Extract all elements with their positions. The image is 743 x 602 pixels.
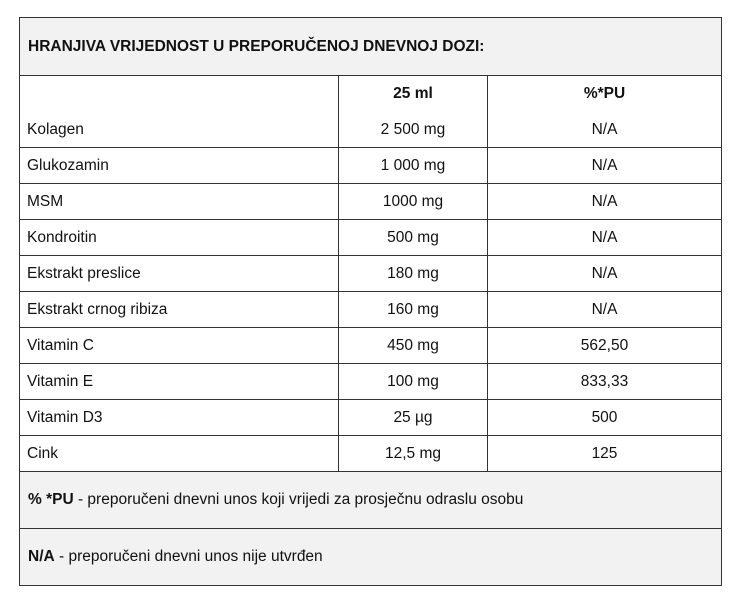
row-dose: 180 mg bbox=[339, 256, 488, 291]
table-row bbox=[20, 363, 721, 399]
row-dose: 450 mg bbox=[339, 328, 488, 363]
header-pu: %*PU bbox=[583, 85, 626, 102]
row-name: MSM bbox=[20, 184, 339, 219]
row-pu: N/A bbox=[591, 264, 618, 282]
row-dose: 100 mg bbox=[339, 364, 488, 399]
row-dose: 1 000 mg bbox=[339, 148, 488, 183]
table-title bbox=[20, 18, 721, 75]
table-row bbox=[20, 219, 721, 255]
row-pu: 833,33 bbox=[580, 372, 629, 390]
row-dose: 1000 mg bbox=[339, 184, 488, 219]
row-dose: 2 500 mg bbox=[339, 112, 488, 147]
nutrition-table bbox=[19, 17, 722, 586]
table-header-row bbox=[20, 75, 721, 112]
row-name: Ekstrakt crnog ribiza bbox=[20, 292, 339, 327]
table-row bbox=[20, 291, 721, 327]
row-dose: 25 µg bbox=[339, 400, 488, 435]
row-pu: N/A bbox=[591, 300, 618, 318]
row-name: Ekstrakt preslice bbox=[20, 256, 339, 291]
row-name: Kolagen bbox=[20, 112, 339, 147]
note-pu-text bbox=[28, 491, 523, 509]
table-row bbox=[20, 327, 721, 363]
row-pu: 125 bbox=[591, 444, 618, 462]
note-na-text bbox=[28, 548, 323, 566]
row-name: Vitamin C bbox=[20, 328, 339, 363]
row-name: Cink bbox=[20, 436, 339, 471]
row-dose: 160 mg bbox=[339, 292, 488, 327]
table-row bbox=[20, 399, 721, 435]
row-pu: N/A bbox=[591, 156, 618, 174]
note-na-desc: - preporučeni dnevni unos nije utvrđen bbox=[54, 548, 323, 565]
row-name: Vitamin D3 bbox=[20, 400, 339, 435]
note-pu-term: % *PU bbox=[28, 491, 74, 508]
row-pu: 562,50 bbox=[580, 336, 629, 354]
row-pu: N/A bbox=[591, 120, 618, 138]
table-row bbox=[20, 435, 721, 471]
note-pu bbox=[20, 471, 721, 528]
table-row bbox=[20, 255, 721, 291]
table-row bbox=[20, 112, 721, 147]
row-dose: 12,5 mg bbox=[339, 436, 488, 471]
header-dose: 25 ml bbox=[339, 76, 488, 112]
note-na bbox=[20, 528, 721, 585]
row-dose: 500 mg bbox=[339, 220, 488, 255]
table-row bbox=[20, 183, 721, 219]
header-name bbox=[20, 76, 339, 112]
row-pu: 500 bbox=[591, 408, 618, 426]
row-name: Kondroitin bbox=[20, 220, 339, 255]
row-pu: N/A bbox=[591, 192, 618, 210]
row-name: Glukozamin bbox=[20, 148, 339, 183]
row-name: Vitamin E bbox=[20, 364, 339, 399]
table-row bbox=[20, 147, 721, 183]
note-pu-desc: - preporučeni dnevni unos koji vrijedi za prosječnu odraslu osobu bbox=[73, 491, 524, 508]
row-pu: N/A bbox=[591, 228, 618, 246]
note-na-term: N/A bbox=[28, 548, 55, 565]
table-title-text: HRANJIVA VRIJEDNOST U PREPORUČENOJ DNEVNOJ DOZI: bbox=[28, 37, 485, 55]
